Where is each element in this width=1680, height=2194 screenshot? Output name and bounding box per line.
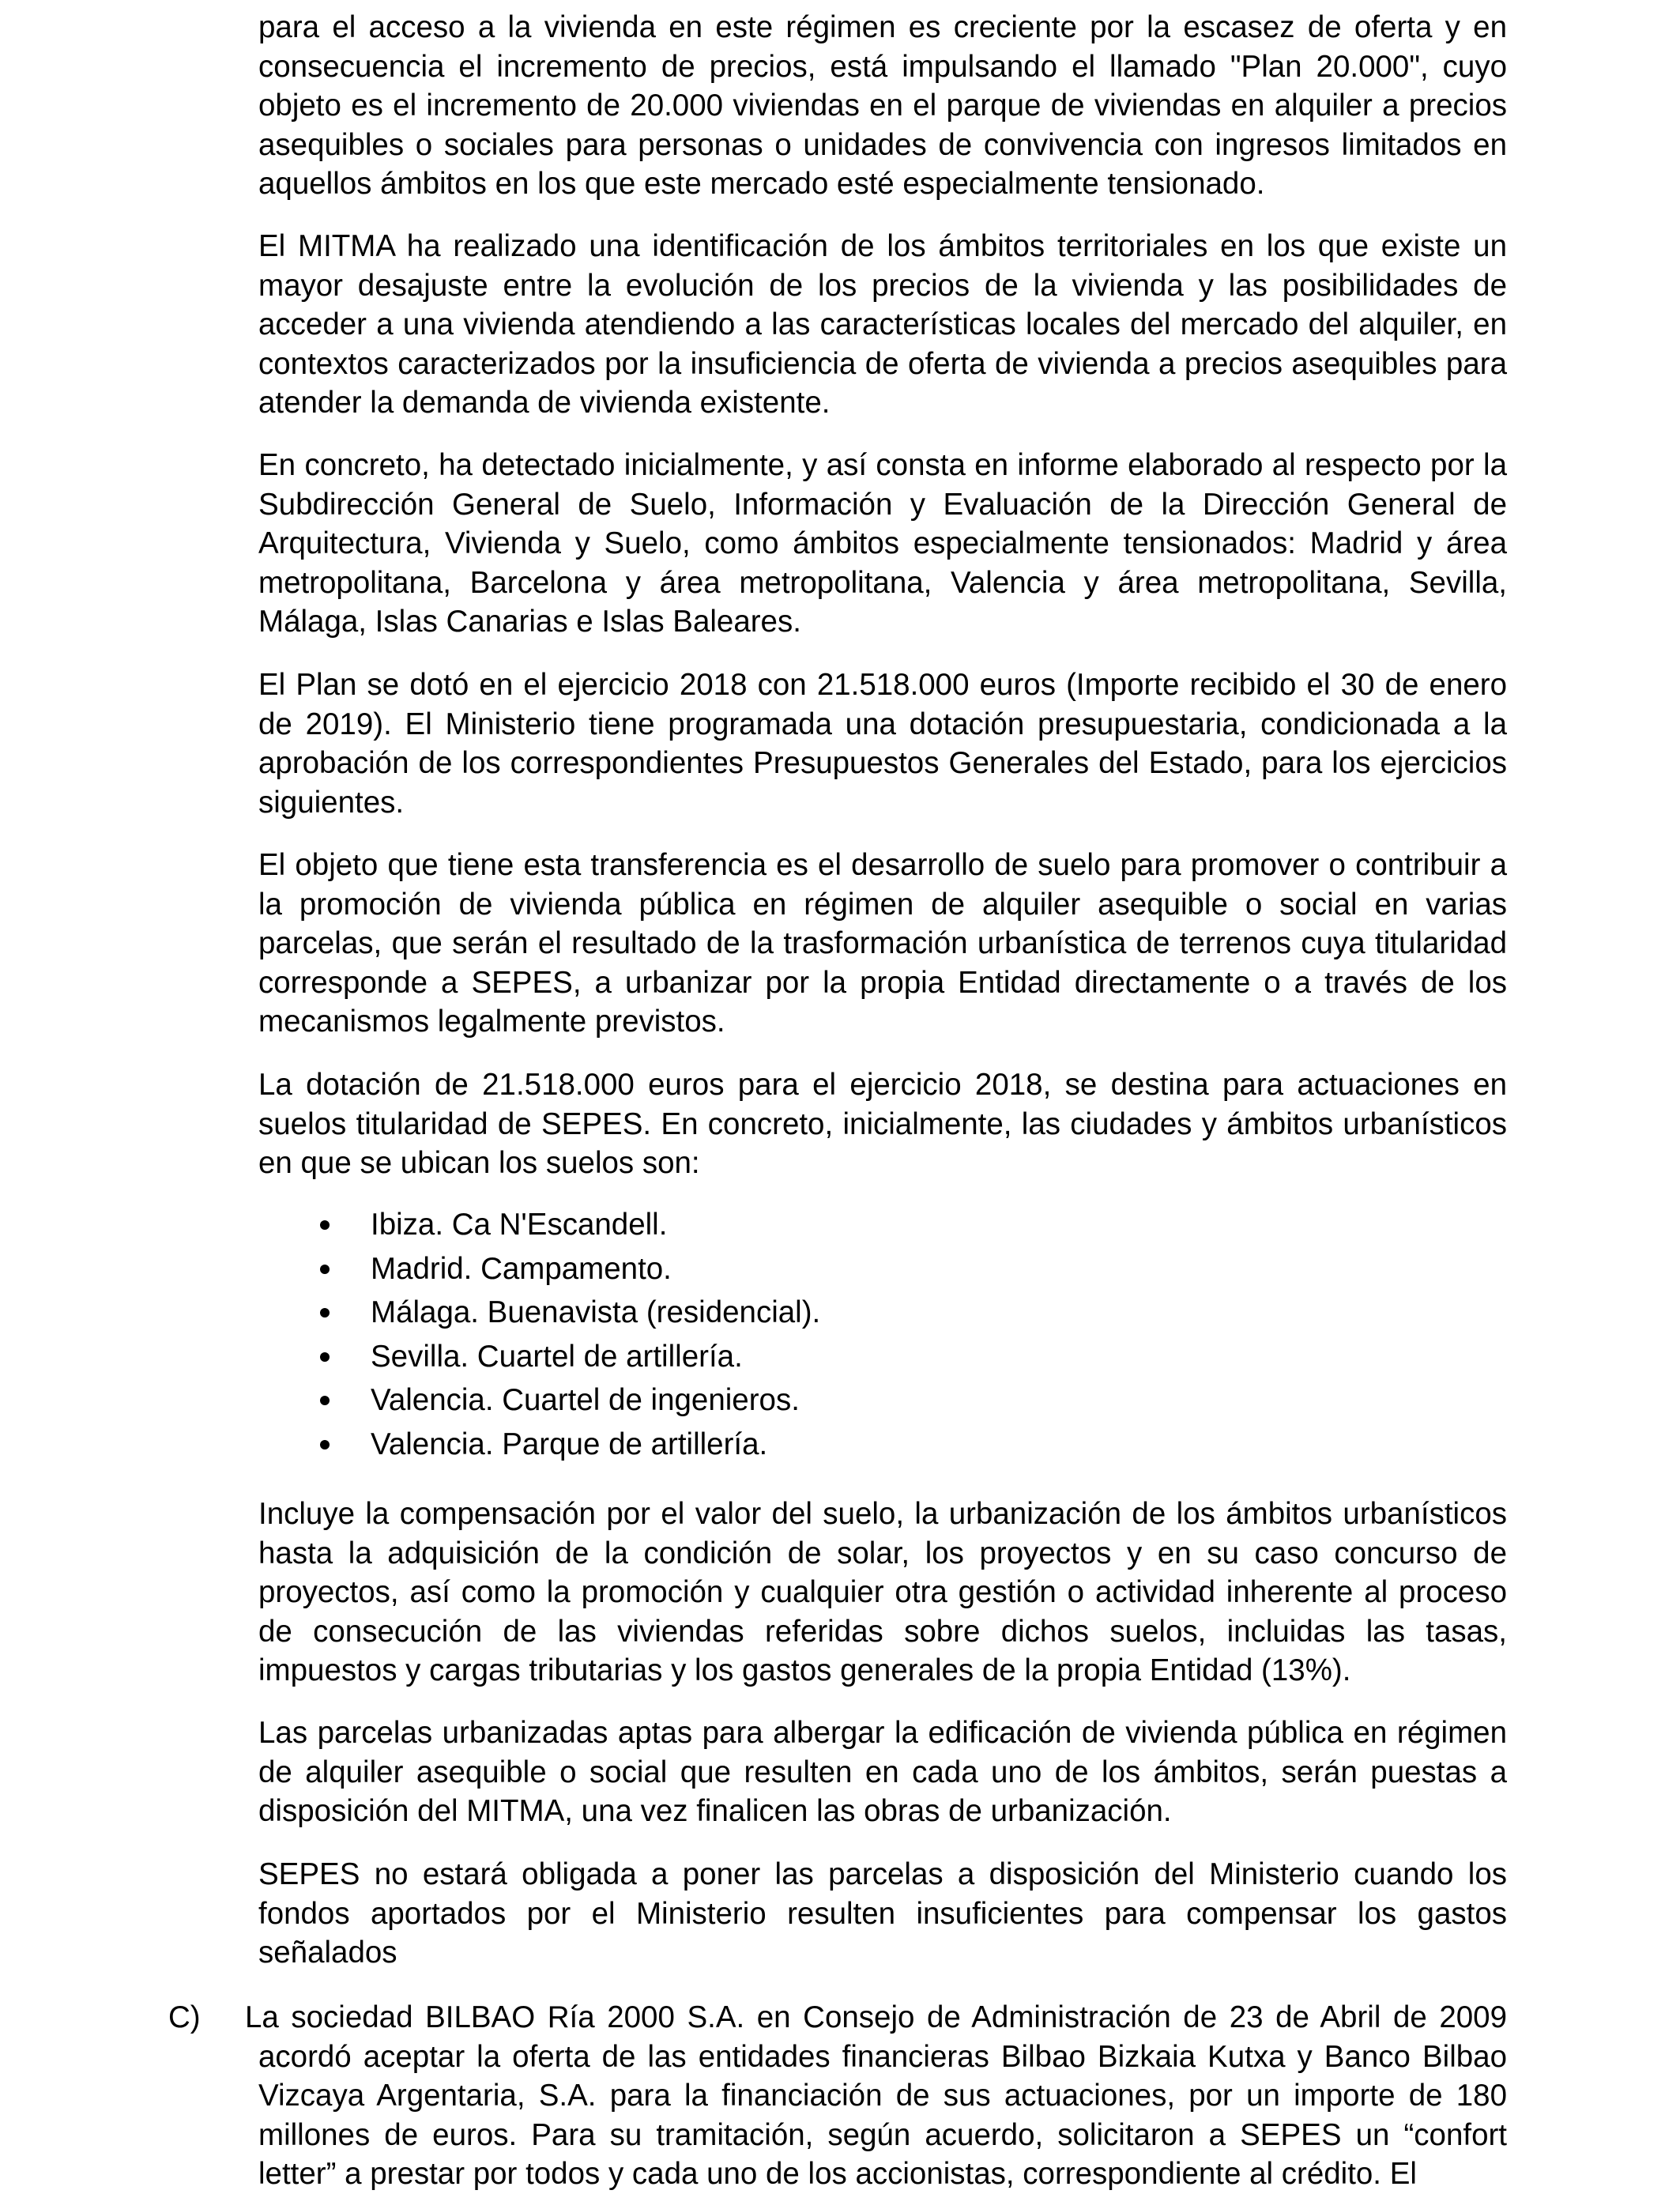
list-item-text: Málaga. Buenavista (residencial). (371, 1295, 821, 1329)
bullet-icon (320, 1396, 330, 1405)
list-item-text: Valencia. Cuartel de ingenieros. (371, 1383, 800, 1417)
bullet-icon (320, 1308, 330, 1318)
paragraph-sepes-obligation: SEPES no estará obligada a poner las parcelas a disposición del Ministerio cuando los fondos aportados por el Ministerio resulten insuficientes para compensar los gastos señalados (258, 1857, 1507, 1970)
list-item (258, 1291, 1507, 1335)
paragraph-plan-20000-intro: para el acceso a la vivienda en este régimen es creciente por la escasez de oferta y en consecuencia el incremento de precios, está impulsando el llamado "Plan 20.000", cuyo objeto es el incremento de 20.000 viviendas en el parque de viviendas en alquiler a precios asequibles o sociales para personas o unidades de convivencia con ingresos limitados en aquellos ámbitos en los que este mercado esté especialmente tensionado. (258, 10, 1507, 201)
list-item (258, 1335, 1507, 1379)
bullet-icon (320, 1220, 330, 1230)
paragraph-funding-allocation: La dotación de 21.518.000 euros para el ejercicio 2018, se destina para actuaciones en suelos titularidad de SEPES. En concreto, inicialmente, las ciudades y ámbitos urbanísticos en que se ubican los suelos son: (258, 1068, 1507, 1180)
list-item (258, 1203, 1507, 1247)
list-item-text: Ibiza. Ca N'Escandell. (371, 1208, 668, 1242)
paragraph-compensation-scope: Incluye la compensación por el valor del suelo, la urbanización de los ámbitos urbanísticos hasta la adquisición de la condición de solar, los proyectos y en su caso concurso de proyectos, así como la promoción y cualquier otra gestión o actividad inherente al proceso de consecución de las viviendas referidas sobre dichos suelos, incluidas las tasas, impuestos y cargas tributarias y los gastos generales de la propia Entidad (13%). (258, 1497, 1507, 1687)
paragraph-tensioned-areas: En concreto, ha detectado inicialmente, y así consta en informe elaborado al respecto por la Subdirección General de Suelo, Información y Evaluación de la Dirección General de Arquitectura, Vivienda y Suelo, como ámbitos especialmente tensionados: Madrid y área metropolitana, Barcelona y área metropolitana, Valencia y área metropolitana, Sevilla, Málaga, Islas Canarias e Islas Baleares. (258, 448, 1507, 639)
list-item (258, 1247, 1507, 1291)
list-item (258, 1423, 1507, 1467)
list-item-text: Valencia. Parque de artillería. (371, 1427, 768, 1461)
bullet-icon (320, 1440, 330, 1449)
list-item-text: Madrid. Campamento. (371, 1251, 672, 1286)
paragraph-mitma-identification: El MITMA ha realizado una identificación de los ámbitos territoriales en los que existe un mayor desajuste entre la evolución de los precios de la vivienda y las posibilidades de acceder a una vivienda atendiendo a las características locales del mercado del alquiler, en contextos caracterizados por la insuficiencia de oferta de vivienda a precios asequibles para atender la demanda de vivienda existente. (258, 229, 1507, 420)
list-item (258, 1378, 1507, 1423)
section-c (168, 1998, 1507, 2194)
paragraph-transfer-object: El objeto que tiene esta transferencia es el desarrollo de suelo para promover o contribuir a la promoción de vivienda pública en régimen de alquiler asequible o social en varias parcelas, que serán el resultado de la trasformación urbanística de terrenos cuya titularidad corresponde a SEPES, a urbanizar por la propia Entidad directamente o a través de los mecanismos legalmente previstos. (258, 848, 1507, 1039)
paragraph-plan-funding: El Plan se dotó en el ejercicio 2018 con 21.518.000 euros (Importe recibido el 30 de enero de 2019). El Ministerio tiene programada una dotación presupuestaria, condicionada a la aprobación de los correspondientes Presupuestos Generales del Estado, para los ejercicios siguientes. (258, 668, 1507, 820)
paragraph-urbanized-parcels: Las parcelas urbanizadas aptas para albergar la edificación de vivienda pública en régimen de alquiler asequible o social que resulten en cada uno de los ámbitos, serán puestas a disposición del MITMA, una vez finalicen las obras de urbanización. (258, 1716, 1507, 1828)
list-item-text: Sevilla. Cuartel de artillería. (371, 1339, 743, 1374)
bullet-icon (320, 1265, 330, 1274)
locations-bullet-list (258, 1203, 1507, 1466)
section-c-marker: C) (168, 2000, 201, 2034)
section-c-text: La sociedad BILBAO Ría 2000 S.A. en Consejo de Administración de 23 de Abril de 2009 acordó aceptar la oferta de las entidades financieras Bilbao Bizkaia Kutxa y Banco Bilbao Vizcaya Argentaria, S.A. para la financiación de sus actuaciones, por un importe de 180 millones de euros. Para su tramitación, según acuerdo, solicitaron a SEPES un “confort letter” a prestar por todos y cada uno de los accionistas, correspondiente al crédito. El (245, 2000, 1507, 2191)
bullet-icon (320, 1352, 330, 1362)
